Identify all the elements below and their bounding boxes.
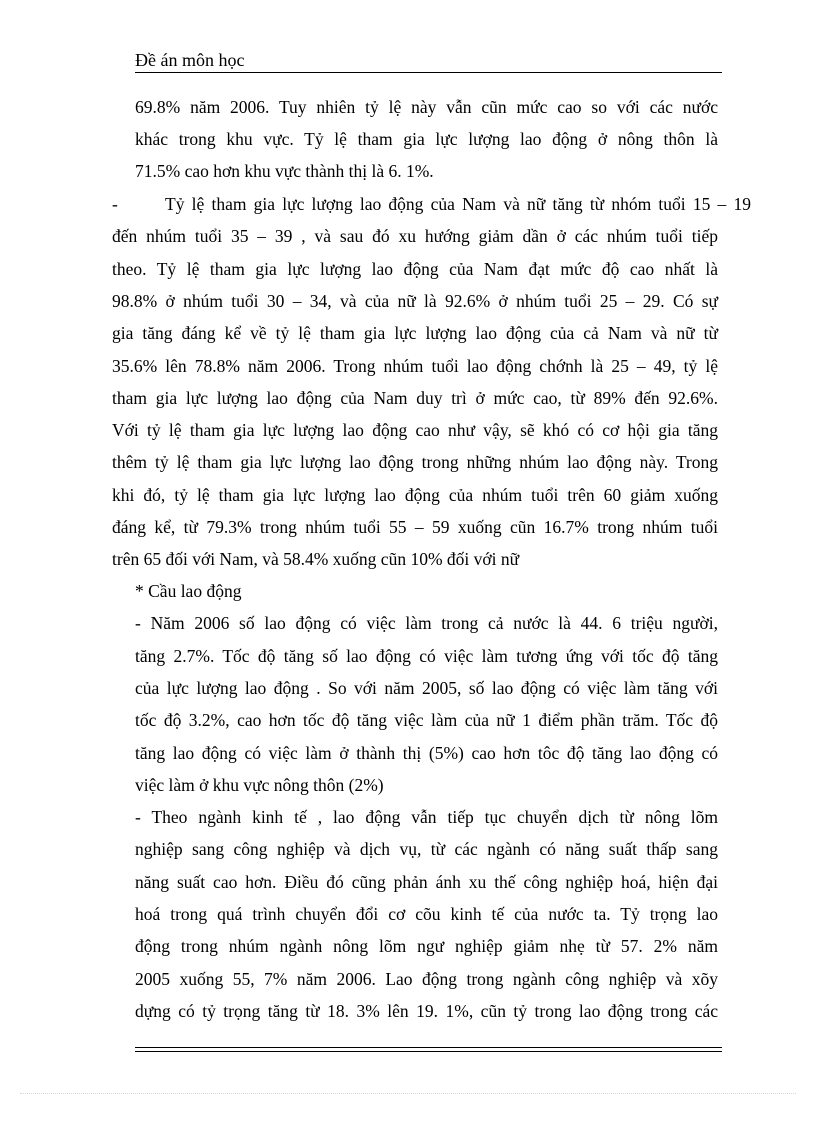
page-edge-dotted-line xyxy=(20,1093,796,1094)
text-line: việc làm ở khu vực nông thôn (2%) xyxy=(135,775,384,795)
text-line: trên 65 đối với Nam, và 58.4% xuống cũn 10% đối với nữ xyxy=(112,549,520,569)
text-line: 35.6% lên 78.8% năm 2006. Trong nhúm tuổi lao động chớnh là 25 – 49, tỷ lệ xyxy=(112,356,718,376)
footer-rule-top xyxy=(135,1047,722,1048)
text-line: tăng 2.7%. Tốc độ tăng số lao động có việc làm tương ứng với tốc độ tăng xyxy=(135,646,718,666)
list-dash-marker: - xyxy=(112,194,118,214)
text-line: 98.8% ở nhúm tuổi 30 – 34, và của nữ là 92.6% ở nhúm tuổi 25 – 29. Có sự xyxy=(112,291,718,311)
text-line: 71.5% cao hơn khu vực thành thị là 6. 1%. xyxy=(135,161,434,181)
text-line: tốc độ 3.2%, cao hơn tốc độ tăng việc làm của nữ 1 điểm phần trăm. Tốc độ xyxy=(135,710,718,730)
header-title: Đề án môn học xyxy=(135,50,245,70)
text-line: Tỷ lệ tham gia lực lượng lao động của Nam và nữ tăng từ nhóm tuổi 15 – 19 xyxy=(165,194,751,214)
text-line: gia tăng đáng kể về tỷ lệ tham gia lực lượng lao động của cả Nam và nữ từ xyxy=(112,323,718,343)
text-line: 69.8% năm 2006. Tuy nhiên tỷ lệ này vẫn cũn mức cao so với các nước xyxy=(135,97,718,117)
page-header xyxy=(135,48,722,73)
text-line: năng suất cao hơn. Điều đó cũng phản ánh xu thế công nghiệp hoá, hiện đại xyxy=(135,872,718,892)
text-line: Với tỷ lệ tham gia lực lượng lao động cao như vậy, sẽ khó có cơ hội gia tăng xyxy=(112,420,718,440)
text-line: của lực lượng lao động . So với năm 2005, số lao động có việc làm tăng với xyxy=(135,678,718,698)
text-line: đáng kể, từ 79.3% trong nhúm tuổi 55 – 59 xuống cũn 16.7% trong nhúm tuổi xyxy=(112,517,718,537)
text-line: - Năm 2006 số lao động có việc làm trong cả nước là 44. 6 triệu người, xyxy=(135,613,718,633)
text-line: theo. Tỷ lệ tham gia lực lượng lao động của Nam đạt mức độ cao nhất là xyxy=(112,259,718,279)
text-line: tăng lao động có việc làm ở thành thị (5%) cao hơn tôc độ tăng lao động có xyxy=(135,743,718,763)
text-line: nghiệp sang công nghiệp và dịch vụ, từ các ngành có năng suất thấp sang xyxy=(135,839,718,859)
text-line: - Theo ngành kinh tế , lao động vẫn tiếp tục chuyển dịch từ nông lõm xyxy=(135,807,718,827)
text-line: khác trong khu vực. Tỷ lệ tham gia lực lượng lao động ở nông thôn là xyxy=(135,129,718,149)
text-line: động trong nhúm ngành nông lõm ngư nghiệp giảm nhẹ từ 57. 2% năm xyxy=(135,936,718,956)
section-heading: * Cầu lao động xyxy=(135,581,242,601)
text-line: đến nhúm tuổi 35 – 39 , và sau đó xu hướng giảm dần ở các nhúm tuổi tiếp xyxy=(112,226,718,246)
footer-rule-bottom xyxy=(135,1051,722,1052)
text-line: thêm tỷ lệ tham gia lực lượng lao động trong những nhúm lao động này. Trong xyxy=(112,452,718,472)
text-line: tham gia lực lượng lao động của Nam duy trì ở mức cao, từ 89% đến 92.6%. xyxy=(112,388,718,408)
text-line: 2005 xuống 55, 7% năm 2006. Lao động trong ngành công nghiệp và xõy xyxy=(135,969,718,989)
text-line: dựng có tỷ trọng tăng từ 18. 3% lên 19. 1%, cũn tỷ trong lao động trong các xyxy=(135,1001,718,1021)
text-line: hoá trong quá trình chuyển đổi cơ cõu kinh tế của nước ta. Tỷ trọng lao xyxy=(135,904,718,924)
text-line: khi đó, tỷ lệ tham gia lực lượng lao động của nhúm tuổi trên 60 giảm xuống xyxy=(112,485,718,505)
